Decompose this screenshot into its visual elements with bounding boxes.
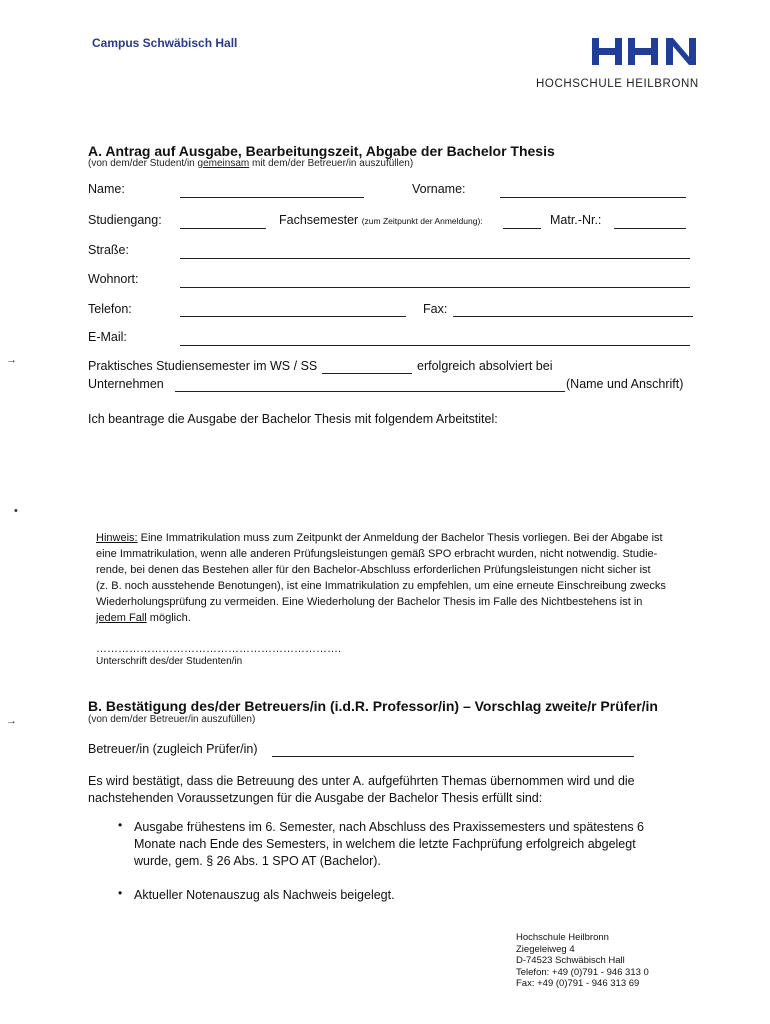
studiengang-label: Studiengang: — [88, 213, 162, 227]
confirm-line-1: Es wird bestätigt, dass die Betreuung des unter A. aufgeführten Themas übernommen wird und die — [88, 774, 635, 788]
strasse-field-line[interactable] — [180, 258, 690, 259]
name-label: Name: — [88, 182, 125, 196]
signature-label: Unterschrift des/der Studenten/in — [96, 656, 243, 667]
betreuer-label: Betreuer/in (zugleich Prüfer/in) — [88, 742, 258, 756]
request-text: Ich beantrage die Ausgabe der Bachelor Thesis mit folgendem Arbeitstitel: — [88, 412, 498, 426]
margin-dot: • — [14, 505, 18, 517]
vorname-field-line[interactable] — [500, 197, 686, 198]
fax-label: Fax: — [423, 302, 448, 316]
betreuer-field-line[interactable] — [272, 756, 634, 757]
telefon-field-line[interactable] — [180, 316, 406, 317]
campus-label: Campus Schwäbisch Hall — [92, 36, 238, 50]
section-b-subtitle: (von dem/der Betreuer/in auszufüllen) — [88, 714, 256, 725]
hint-label: Hinweis: — [96, 532, 138, 544]
praxis-text-2: erfolgreich absolviert bei — [417, 359, 553, 373]
hint-line-6: jedem Fall möglich. — [96, 612, 191, 624]
logo-subtitle: HOCHSCHULE HEILBRONN — [536, 78, 699, 90]
footer-line: Telefon: +49 (0)791 - 946 313 0 — [516, 966, 649, 978]
fax-field-line[interactable] — [453, 316, 693, 317]
bullet-dot-1: • — [118, 818, 123, 832]
wohnort-label: Wohnort: — [88, 272, 139, 286]
matrnr-label: Matr.-Nr.: — [550, 213, 602, 227]
strasse-label: Straße: — [88, 243, 129, 257]
bullet-item-2: Aktueller Notenauszug als Nachweis beigelegt. — [134, 888, 395, 902]
hint-line-3: rende, bei denen das Bestehen aller für den Bachelor-Abschluss erforderlichen Prüfungsleistungen nicht sicher ist — [96, 564, 651, 576]
unternehmen-label: Unternehmen — [88, 377, 164, 391]
telefon-label: Telefon: — [88, 302, 132, 316]
hint-line-5: Wiederholungsprüfung zu vermeiden. Eine Wiederholung der Bachelor Thesis im Falle des Nichtbestehens ist in — [96, 596, 643, 608]
margin-arrow-1: → — [6, 354, 17, 366]
vorname-label: Vorname: — [412, 182, 466, 196]
footer-address — [516, 932, 649, 990]
fachsemester-label: Fachsemester (zum Zeitpunkt der Anmeldung): — [279, 213, 483, 227]
email-label: E-Mail: — [88, 330, 127, 344]
hint-line-1: Hinweis: Eine Immatrikulation muss zum Zeitpunkt der Anmeldung der Bachelor Thesis vorliegen. Bei der Abgabe ist — [96, 532, 663, 544]
signature-line[interactable]: …………………………………………………………. — [96, 643, 342, 655]
fachsemester-field-line[interactable] — [503, 228, 541, 229]
footer-line: Fax: +49 (0)791 - 946 313 69 — [516, 978, 640, 989]
bullet-item-1: Ausgabe frühestens im 6. Semester, nach Abschluss des Praxissemesters und spätestens 6 Monate nach Ende des Semesters, in welchem die letzte Fachprüfung erfolgreich abgelegt wurde, gem. § 26 Abs. 1 SPO AT (Bachelor). — [134, 820, 644, 868]
footer-line: Hochschule Heilbronn — [516, 932, 609, 943]
hint-line-2: eine Immatrikulation, wenn alle anderen Prüfungsleistungen gemäß SPO erbracht wurden, nicht notwendig. Studie- — [96, 548, 658, 560]
name-field-line[interactable] — [180, 197, 364, 198]
footer-line: Ziegeleiweg 4 — [516, 943, 575, 955]
hint-paragraph — [96, 530, 708, 626]
unternehmen-note: (Name und Anschrift) — [566, 377, 684, 391]
footer-line: D-74523 Schwäbisch Hall — [516, 955, 625, 966]
praxis-semester-field-line[interactable] — [322, 373, 412, 374]
section-b-title: B. Bestätigung des/der Betreuers/in (i.d.R. Professor/in) – Vorschlag zweite/r Prüfer/in — [88, 698, 658, 714]
confirm-line-2: nachstehenden Voraussetzungen für die Ausgabe der Bachelor Thesis erfüllt sind: — [88, 791, 543, 805]
section-a-subtitle: (von dem/der Student/in gemeinsam mit dem/der Betreuer/in auszufüllen) — [88, 158, 414, 169]
studiengang-field-line[interactable] — [180, 228, 266, 229]
wohnort-field-line[interactable] — [180, 287, 690, 288]
email-field-line[interactable] — [180, 345, 690, 346]
matrnr-field-line[interactable] — [614, 228, 686, 229]
unternehmen-field-line[interactable] — [175, 391, 565, 392]
margin-arrow-2: → — [6, 715, 17, 727]
praxis-text-1: Praktisches Studiensemester im WS / SS — [88, 359, 318, 373]
hint-line-4: (z. B. noch ausstehende Benotungen), ist eine Immatrikulation zu empfehlen, um eine erneute Einschreibung zwecks — [96, 580, 666, 592]
section-a-title: A. Antrag auf Ausgabe, Bearbeitungszeit, Abgabe der Bachelor Thesis — [88, 143, 555, 159]
bullet-dot-2: • — [118, 886, 123, 900]
